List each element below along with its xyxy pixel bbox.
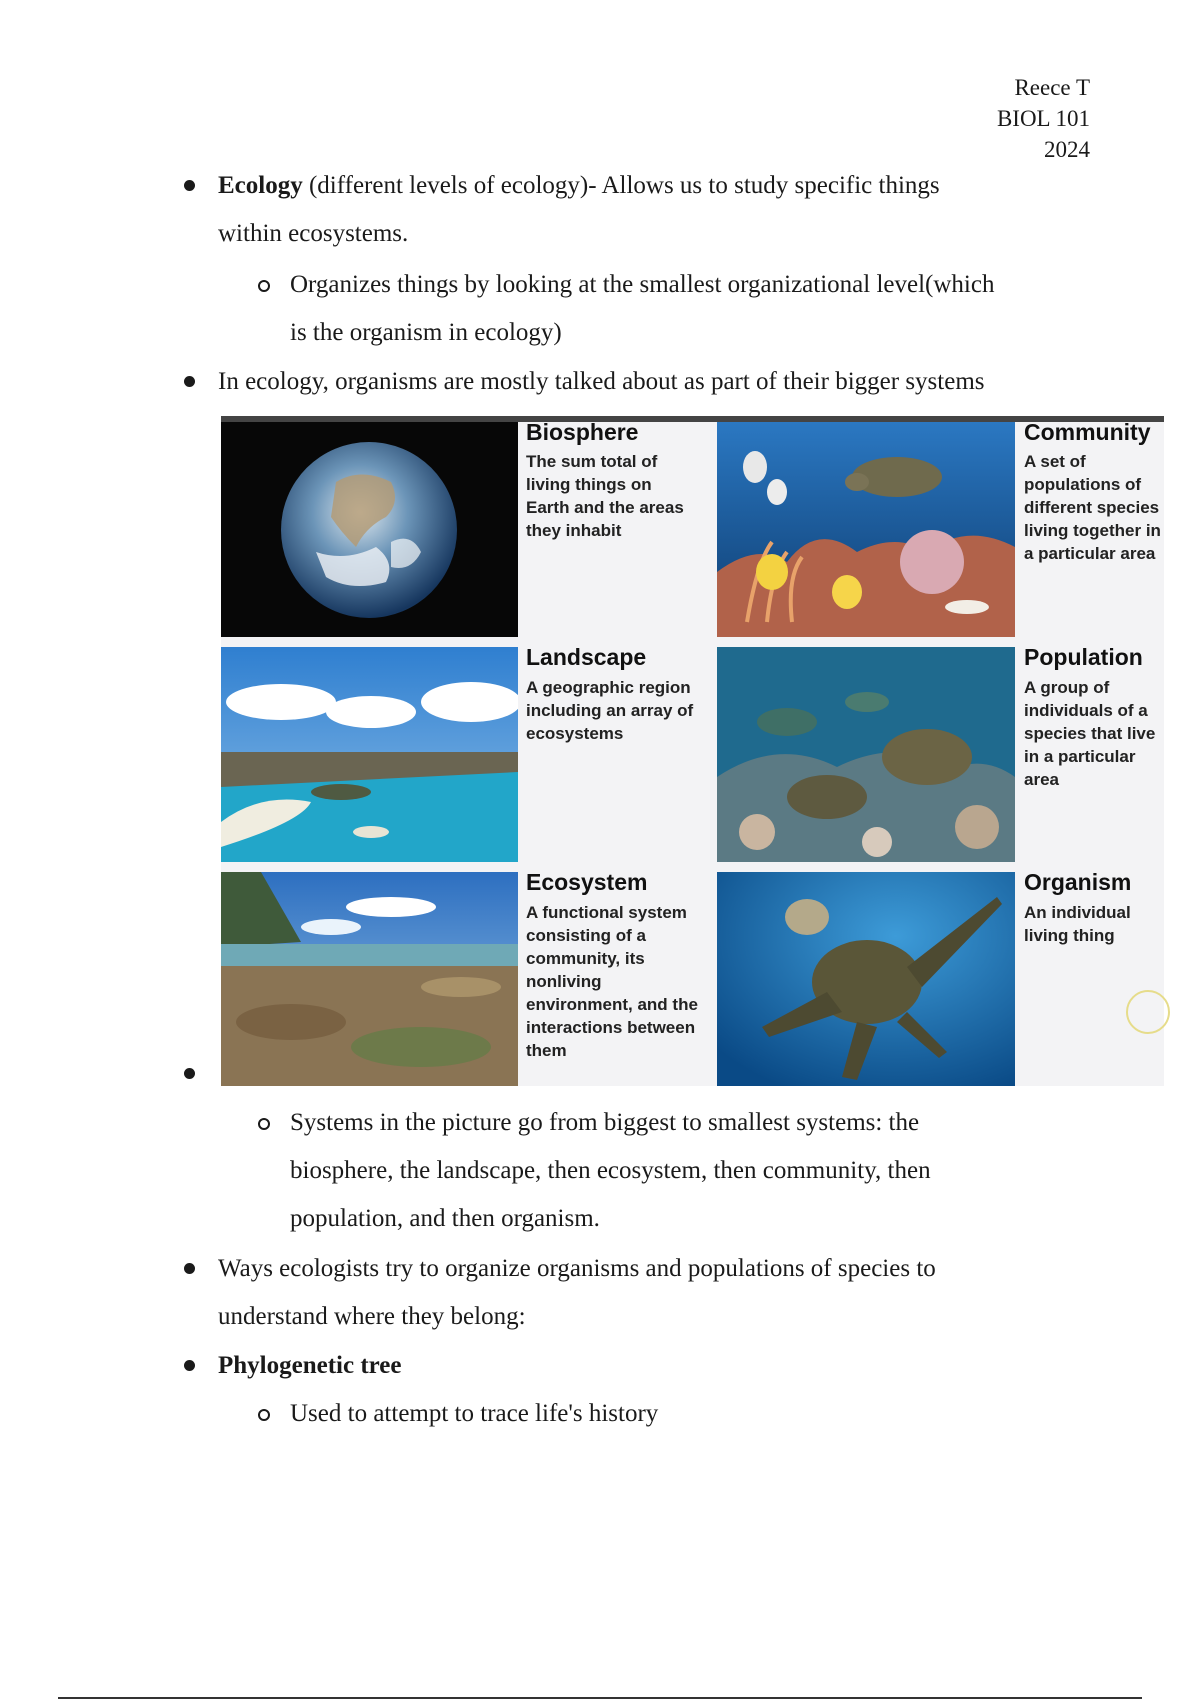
sub-bullet-marker — [258, 1118, 270, 1130]
course-code: BIOL 101 — [996, 106, 1090, 131]
systems-order-line-1: Systems in the picture go from biggest to smallest systems: the — [290, 1109, 920, 1136]
ecosystem-title: Ecosystem — [526, 869, 648, 895]
landscape-image — [221, 647, 518, 862]
community-image — [717, 422, 1015, 637]
community-description: A set of populations of different species living together in a particular area — [1024, 452, 1161, 563]
organism-image — [717, 872, 1015, 1086]
document-header — [997, 72, 1090, 165]
bullet-marker — [184, 1360, 195, 1371]
organizes-line-1: Organizes things by looking at the smallest organizational level(which — [290, 271, 995, 298]
bullet-marker — [184, 1263, 195, 1274]
biosphere-title: Biosphere — [526, 419, 639, 445]
organize-line-2: understand where they belong: — [218, 1303, 526, 1330]
organizes-sub-bullet — [290, 261, 1120, 357]
ecosystem-image — [221, 872, 518, 1086]
landscape-description: A geographic region including an array of ecosystems — [526, 678, 694, 743]
trace-history-line: Used to attempt to trace life's history — [290, 1400, 659, 1427]
community-title: Community — [1024, 419, 1151, 445]
sub-bullet-marker — [258, 280, 270, 292]
sub-bullet-marker — [258, 1409, 270, 1421]
author-name: Reece T — [1014, 75, 1090, 100]
organism-title: Organism — [1024, 869, 1132, 895]
ecology-definition: (different levels of ecology)- Allows us to study specific things — [302, 172, 940, 199]
ecology-term: Ecology — [218, 172, 303, 199]
bullet-marker — [184, 1068, 195, 1079]
trace-history-sub-bullet — [290, 1390, 1120, 1438]
population-description: A group of individuals of a species that live in a particular area — [1024, 678, 1156, 789]
biosphere-image — [221, 422, 518, 637]
ecology-levels-figure — [221, 416, 1164, 1086]
systems-line: In ecology, organisms are mostly talked about as part of their bigger systems — [218, 368, 985, 395]
bullet-marker — [184, 180, 195, 191]
landscape-title: Landscape — [526, 644, 647, 670]
organize-organisms-bullet — [218, 1245, 1118, 1341]
ecology-definition-cont: within ecosystems. — [218, 220, 409, 247]
year: 2024 — [1044, 137, 1090, 162]
systems-order-sub-bullet — [290, 1099, 1120, 1243]
organism-description: An individual living thing — [1024, 903, 1131, 945]
mouse-cursor-indicator — [1126, 990, 1170, 1034]
biosphere-description: The sum total of living things on Earth and the areas they inhabit — [526, 452, 684, 540]
systems-order-line-2: biosphere, the landscape, then ecosystem, then community, then — [290, 1157, 931, 1184]
population-image — [717, 647, 1015, 862]
phylogenetic-bullet — [218, 1342, 1118, 1390]
bullet-marker — [184, 376, 195, 387]
population-title: Population — [1024, 644, 1143, 670]
organizes-line-2: is the organism in ecology) — [290, 319, 562, 346]
page-bottom-rule — [58, 1697, 1142, 1699]
systems-bullet — [218, 358, 1118, 406]
systems-order-line-3: population, and then organism. — [290, 1205, 600, 1232]
phylogenetic-term: Phylogenetic tree — [218, 1352, 402, 1379]
organize-line-1: Ways ecologists try to organize organisms and populations of species to — [218, 1255, 936, 1282]
ecology-bullet — [218, 162, 1098, 258]
ecosystem-description: A functional system consisting of a community, its nonliving environment, and the interactions between them — [526, 903, 698, 1060]
